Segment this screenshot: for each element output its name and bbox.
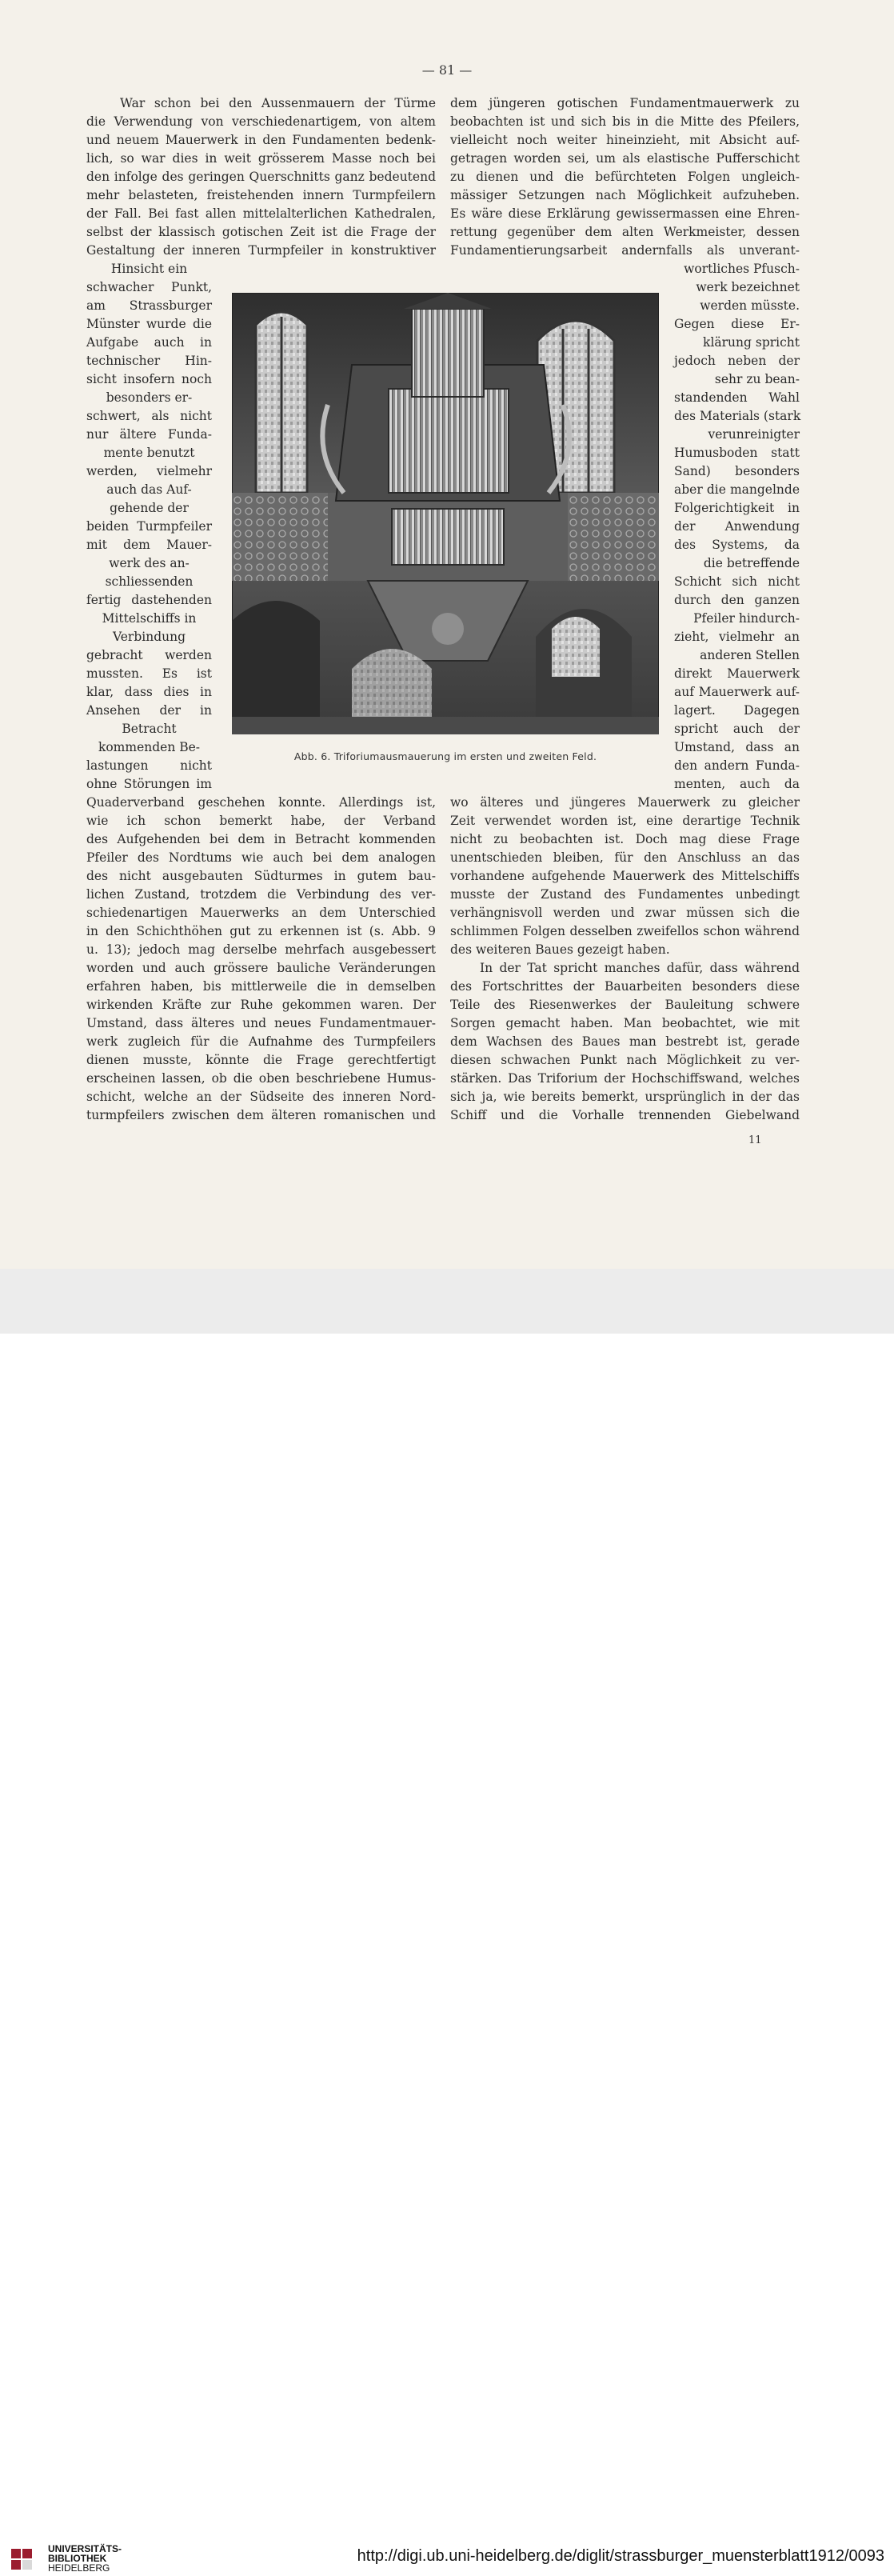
text-line: u. 13); jedoch mag derselbe mehrfach ausgebessert bbox=[86, 942, 436, 957]
text-line: werden, vielmehr bbox=[86, 464, 212, 478]
text-line: gebracht werden bbox=[86, 648, 212, 662]
footer-bar bbox=[0, 1269, 894, 2574]
text-line: auch das Auf- bbox=[106, 482, 192, 497]
text-line: gehende der bbox=[110, 501, 189, 515]
text-line: der Anwendung bbox=[674, 519, 800, 534]
library-line-2: BIBLIOTHEK bbox=[48, 2553, 107, 2564]
text-line: Es wäre diese Erklärung gewissermassen eine Ehren- bbox=[450, 206, 800, 221]
library-name bbox=[48, 2544, 122, 2573]
text-line: dem jüngeren gotischen Fundamentmauerwerk zu bbox=[450, 96, 800, 110]
text-line: des Fortschrittes der Bauarbeiten besonders diese bbox=[450, 979, 800, 994]
text-line: Pfeiler hindurch- bbox=[693, 611, 800, 626]
text-line: die Verwendung von verschiedenartigem, von altem bbox=[86, 114, 436, 129]
text-line: des Aufgehenden bei dem in Betracht kommenden bbox=[86, 832, 436, 846]
text-line: wortliches Pfusch- bbox=[684, 262, 800, 276]
text-line: erfahren haben, bis mittlerweile die in demselben bbox=[86, 979, 436, 994]
text-line: Gegen diese Er- bbox=[674, 317, 800, 331]
text-line: lich, so war dies in weit grösserem Masse noch bei bbox=[86, 151, 436, 166]
text-line: vielleicht noch weiter hineinzieht, mit Absicht auf- bbox=[450, 133, 800, 147]
text-line: auf Mauerwerk auf- bbox=[674, 685, 800, 699]
text-line: Zeit verwendet worden ist, eine derartige Technik bbox=[450, 814, 800, 828]
text-line: Teile des Riesenwerkes der Bauleitung schwere bbox=[450, 998, 800, 1012]
text-line: den andern Funda- bbox=[674, 758, 800, 773]
text-line: anderen Stellen bbox=[700, 648, 800, 662]
text-line: Schicht sich nicht bbox=[674, 574, 800, 589]
text-line: besonders er- bbox=[106, 390, 193, 405]
text-line: Sand) besonders bbox=[674, 464, 800, 478]
text-line: des weiteren Baues gezeigt haben. bbox=[450, 942, 670, 957]
text-line: des Systems, da bbox=[674, 538, 800, 552]
text-line: in den Schichthöhen gut zu erkennen ist (s. Abb. 9 bbox=[86, 924, 436, 938]
text-line: schlimmen Folgen desselben zweifellos schon während bbox=[450, 924, 800, 938]
text-line: Sorgen gemacht haben. Man beobachtet, wie mit bbox=[450, 1016, 800, 1030]
text-line: mässiger Setzungen nach Möglichkeit aufzuheben. bbox=[450, 188, 800, 202]
text-line: Folgerichtigkeit in bbox=[674, 501, 800, 515]
text-line: wo älteres und jüngeres Mauerwerk zu gleicher bbox=[450, 795, 800, 810]
text-line: mente benutzt bbox=[103, 446, 195, 460]
text-line: Hinsicht ein bbox=[110, 262, 188, 276]
text-line: Mittelschiffs in bbox=[102, 611, 197, 626]
text-line: dem Wachsen des Baues man bestrebt ist, gerade bbox=[450, 1034, 800, 1049]
text-line: rettung gegenüber dem alten Werkmeister, dessen bbox=[450, 225, 800, 239]
signature-mark: 11 bbox=[748, 1134, 762, 1146]
text-line: Pfeiler des Nordtums wie auch bei dem analogen bbox=[86, 850, 436, 865]
text-line: sich ja, wie bereits bemerkt, ursprünglich in der das bbox=[450, 1090, 800, 1104]
text-line: nur ältere Funda- bbox=[86, 427, 212, 442]
text-line: Münster wurde die bbox=[86, 317, 212, 331]
text-line: Humusboden statt bbox=[674, 446, 800, 460]
text-line: technischer Hin- bbox=[86, 354, 212, 368]
text-line: mit dem Mauer- bbox=[86, 538, 212, 552]
text-line: ohne Störungen im bbox=[86, 777, 212, 791]
text-line: menten, auch da bbox=[674, 777, 800, 791]
text-line: Umstand, dass älteres und neues Fundamentmauer- bbox=[86, 1016, 436, 1030]
text-line: fertig dastehenden bbox=[86, 593, 212, 607]
text-line: mehr belasteten, freistehenden innern Turmpfeilern bbox=[86, 188, 436, 202]
text-line: schliessenden bbox=[105, 574, 194, 589]
text-line: jedoch neben der bbox=[674, 354, 800, 368]
text-line: werk zugleich für die Aufnahme des Turmpfeilers bbox=[86, 1034, 436, 1049]
text-line: musste der Zustand des Fundamentes unbedingt bbox=[450, 887, 800, 902]
text-line: aber die mangelnde bbox=[674, 482, 800, 497]
text-line: Gestaltung der inneren Turmpfeiler in konstruktiver bbox=[86, 243, 436, 258]
text-line: worden und auch grössere bauliche Veränderungen bbox=[86, 961, 436, 975]
scanned-page bbox=[0, 0, 894, 1269]
text-line: der Fall. Bei fast allen mittelalterlichen Kathedralen, bbox=[86, 206, 436, 221]
text-line: stärken. Das Triforium der Hochschiffswand, welches bbox=[450, 1071, 800, 1086]
text-line: beobachten ist und sich bis in die Mitte des Pfeilers, bbox=[450, 114, 800, 129]
page-number-header: — 81 — bbox=[421, 62, 473, 78]
text-line: beiden Turmpfeiler bbox=[86, 519, 212, 534]
text-line: werk bezeichnet bbox=[696, 280, 800, 294]
text-line: lastungen nicht bbox=[86, 758, 212, 773]
source-url-link[interactable]: http://digi.ub.uni-heidelberg.de/diglit/strassburger_muensterblatt1912/0093 bbox=[357, 2547, 884, 2565]
text-line: schwacher Punkt, bbox=[86, 280, 212, 294]
text-line: klar, dass dies in bbox=[86, 685, 212, 699]
text-line: Umstand, dass an bbox=[674, 740, 800, 754]
text-line: sehr zu bean- bbox=[714, 372, 800, 386]
organ-photograph bbox=[232, 293, 659, 734]
text-line: erscheinen lassen, ob die oben beschriebene Humus- bbox=[86, 1071, 436, 1086]
text-line: wie ich schon bemerkt habe, der Verband bbox=[86, 814, 436, 828]
text-line: lichen Zustand, trotzdem die Verbindung des ver- bbox=[86, 887, 436, 902]
text-line: selbst der klassisch gotischen Zeit ist die Frage der bbox=[86, 225, 436, 239]
text-line: zu dienen und die befürchteten Folgen ungleich- bbox=[450, 170, 800, 184]
text-line: mussten. Es ist bbox=[86, 666, 212, 681]
text-line: verunreinigter bbox=[708, 427, 800, 442]
text-line: standenden Wahl bbox=[674, 390, 800, 405]
text-line: lagert. Dagegen bbox=[674, 703, 800, 718]
text-line: werden müsste. bbox=[700, 298, 800, 313]
text-line: verhängnisvoll werden und zwar müssen sich die bbox=[450, 906, 800, 920]
text-line: direkt Mauerwerk bbox=[674, 666, 800, 681]
library-line-1: UNIVERSITÄTS- bbox=[48, 2543, 122, 2554]
text-line: am Strassburger bbox=[86, 298, 212, 313]
text-line: Verbindung bbox=[112, 630, 186, 644]
text-line: und neuem Mauerwerk in den Fundamenten bedenk- bbox=[86, 133, 436, 147]
text-line: sicht insofern noch bbox=[86, 372, 212, 386]
text-line: schwert, als nicht bbox=[86, 409, 212, 423]
text-line: wirkenden Kräfte zur Ruhe gekommen waren. Der bbox=[86, 998, 436, 1012]
text-line: Ansehen der in bbox=[86, 703, 212, 718]
text-line: Quaderverband geschehen konnte. Allerdings ist, bbox=[86, 795, 436, 810]
text-line: getragen worden sei, um als elastische Pufferschicht bbox=[450, 151, 800, 166]
text-line: unentschieden bleiben, für den Anschluss an das bbox=[450, 850, 800, 865]
text-line: kommenden Be- bbox=[98, 740, 201, 754]
text-line: die betreffende bbox=[703, 556, 800, 570]
text-line: Fundamentierungsarbeit andernfalls als unverant- bbox=[450, 243, 800, 258]
figure-caption: Abb. 6. Triforiumausmauerung im ersten und zweiten Feld. bbox=[293, 750, 597, 762]
text-line: In der Tat spricht manches dafür, dass während bbox=[480, 961, 800, 975]
text-line: Betracht bbox=[122, 722, 177, 736]
text-line: schicht, welche an der Südseite des inneren Nord- bbox=[86, 1090, 436, 1104]
text-line: War schon bei den Aussenmauern der Türme bbox=[120, 96, 436, 110]
text-line: des nicht ausgebauten Südturmes in gutem bau- bbox=[86, 869, 436, 883]
text-line: turmpfeilers zwischen dem älteren romanischen und bbox=[86, 1108, 436, 1122]
text-line: klärung spricht bbox=[703, 335, 800, 350]
text-line: schiedenartigen Mauerwerks an dem Unterschied bbox=[86, 906, 436, 920]
university-logo-icon bbox=[10, 2547, 42, 2576]
text-line: spricht auch der bbox=[674, 722, 800, 736]
text-line: des Materials (stark bbox=[674, 409, 801, 423]
text-line: Schiff und die Vorhalle trennenden Giebelwand bbox=[450, 1108, 800, 1122]
library-line-3: HEIDELBERG bbox=[48, 2562, 110, 2574]
text-line: nicht zu beobachten ist. Doch mag diese Frage bbox=[450, 832, 800, 846]
text-line: diesen schwachen Punkt nach Möglichkeit zu ver- bbox=[450, 1053, 800, 1067]
text-line: vorhandene aufgehende Mauerwerk des Mittelschiffs bbox=[450, 869, 800, 883]
text-line: werk des an- bbox=[109, 556, 190, 570]
text-line: Aufgabe auch in bbox=[86, 335, 212, 350]
text-line: den infolge des geringen Querschnitts ganz bedeutend bbox=[86, 170, 436, 184]
text-line: zieht, vielmehr an bbox=[674, 630, 800, 644]
text-line: dienen musste, könnte die Frage gerechtfertigt bbox=[86, 1053, 436, 1067]
text-line: durch den ganzen bbox=[674, 593, 800, 607]
